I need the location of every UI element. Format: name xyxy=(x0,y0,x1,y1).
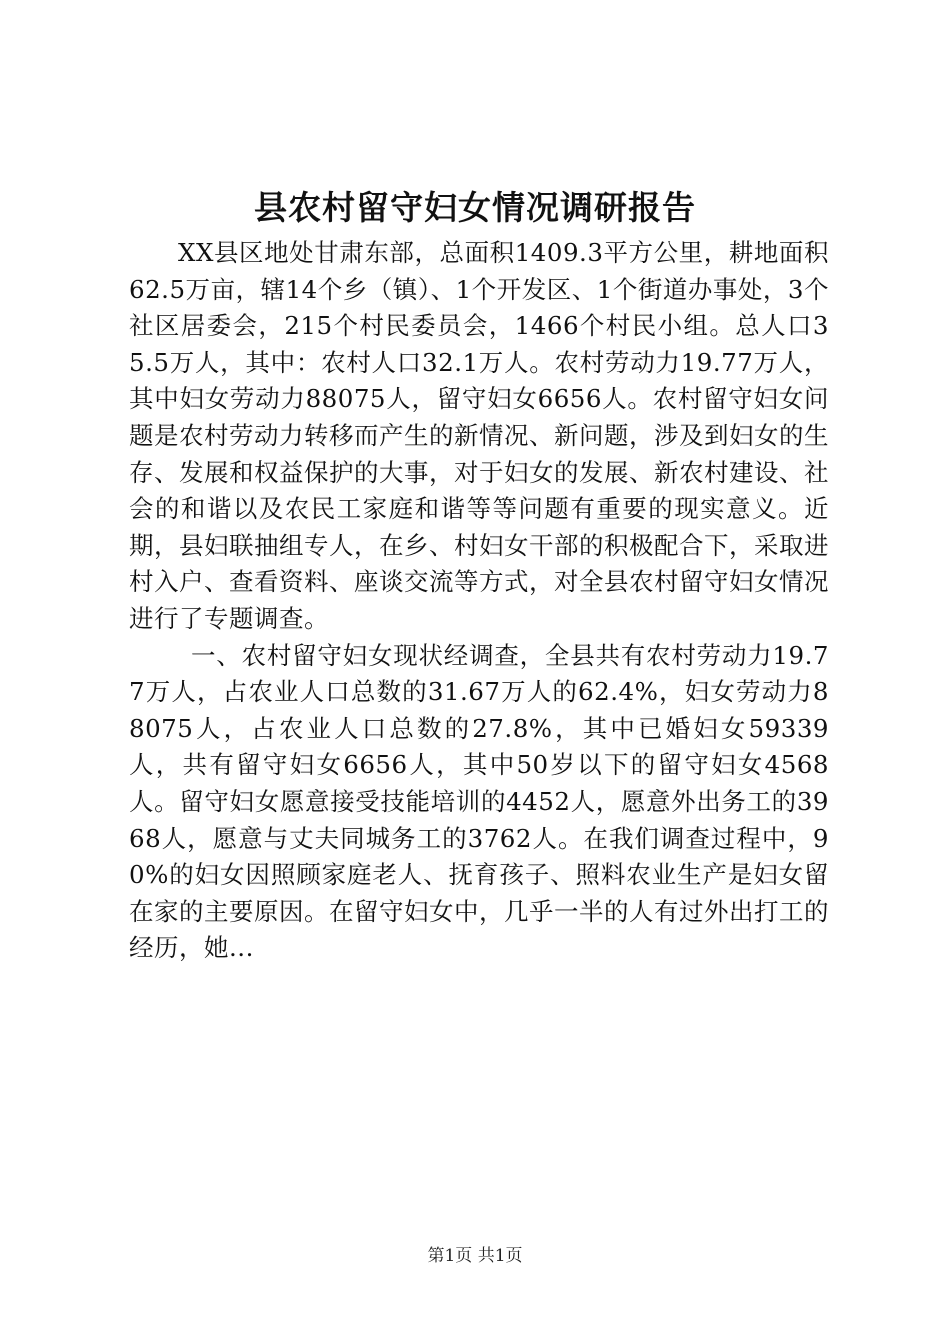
page-footer: 第1页 共1页 xyxy=(427,1246,523,1266)
document-title: 县农村留守妇女情况调研报告 xyxy=(254,188,696,227)
document-body xyxy=(129,235,829,967)
paragraph-intro: XX县区地处甘肃东部，总面积1409.3平方公里，耕地面积62.5万亩，辖14个乡（镇）、1个开发区、1个街道办事处，3个社区居委会，215个村民委员会，1466个村民小组。总人口35.5万人，其中：农村人口32.1万人。农村劳动力19.77万人，其中妇女劳动力88075人，留守妇女6656人。农村留守妇女问题是农村劳动力转移而产生的新情况、新问题，涉及到妇女的生存、发展和权益保护的大事，对于妇女的发展、新农村建设、社会的和谐以及农民工家庭和谐等等问题有重要的现实意义。近期，县妇联抽组专人，在乡、村妇女干部的积极配合下，采取进村入户、查看资料、座谈交流等方式，对全县农村留守妇女情况进行了专题调查。 xyxy=(129,238,829,633)
paragraph-section-one: 一、农村留守妇女现状经调查，全县共有农村劳动力19.77万人，占农业人口总数的31.67万人的62.4%，妇女劳动力88075人，占农业人口总数的27.8%，其中已婚妇女59339人，共有留守妇女6656人，其中50岁以下的留守妇女4568人。留守妇女愿意接受技能培训的4452人，愿意外出务工的3968人，愿意与丈夫同城务工的3762人。在我们调查过程中，90%的妇女因照顾家庭老人、抚育孩子、照料农业生产是妇女留在家的主要原因。在留守妇女中，几乎一半的人有过外出打工的经历，她... xyxy=(129,640,829,963)
